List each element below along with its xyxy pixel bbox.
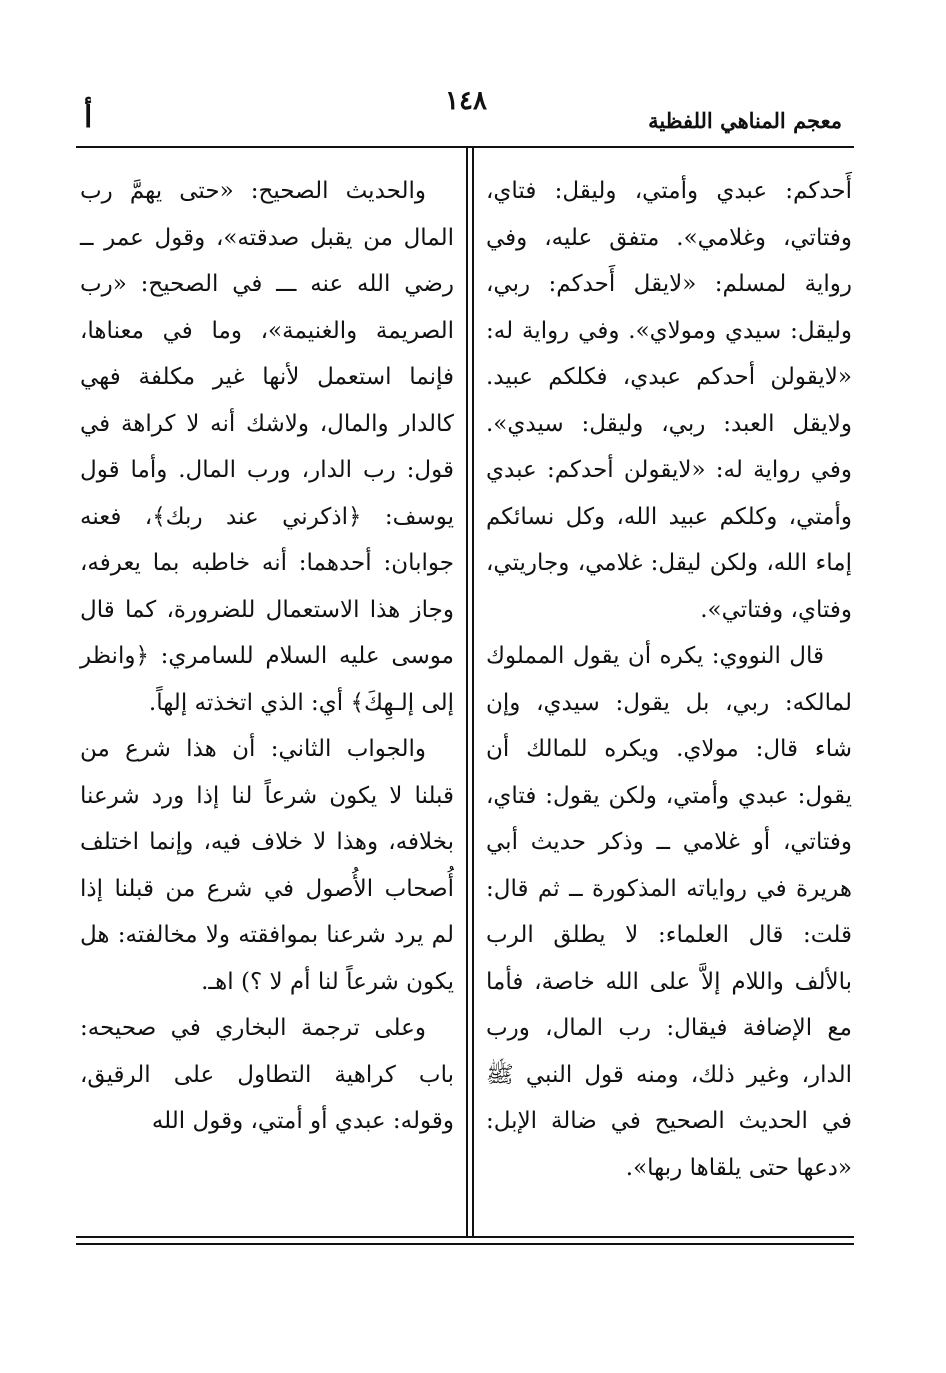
page-header	[78, 86, 854, 142]
left-text-column	[80, 168, 454, 1145]
footer-rule	[76, 1236, 854, 1238]
column-divider-line	[466, 148, 468, 1236]
page-number: ١٤٨	[445, 86, 487, 116]
right-text-column	[486, 168, 852, 1191]
paragraph: وعلى ترجمة البخاري في صحيحه: باب كراهية التطاول على الرقيق، وقوله: عبدي أو أمتي، وقول الله	[80, 1015, 454, 1134]
paragraph: قال النووي: يكره أن يقول المملوك لمالكه: ربي، بل يقول: سيدي، وإن شاء قال: مولاي. ويكره للمالك أن يقول: عبدي وأمتي، ولكن يقول: فتاي، وفتاتي، أو غلامي ــ وذكر حديث أبي هريرة في رواياته المذكورة ــ ثم قال: قلت: قال العلماء: لا يطلق الرب بالألف واللام إلاَّ على الله خاصة، فأما مع الإضافة فيقال: رب المال، ورب الدار، وغير ذلك، ومنه قول النبي ﷺ في الحديث الصحيح في ضالة الإبل: «دعها حتى يلقاها ربها».	[486, 643, 852, 1181]
header-rule	[76, 146, 854, 148]
signature-mark: أ	[84, 100, 93, 135]
paragraph: والجواب الثاني: أن هذا شرع من قبلنا لا يكون شرعاً لنا إذا ورد شرعنا بخلافه، وهذا لا خلاف فيه، وإنما اختلف أُصحاب الأُصول في شرع من قبلنا إذا لم يرد شرعنا بموافقته ولا مخالفته: هل يكون شرعاً لنا أم لا ؟) اهـ.	[80, 736, 454, 995]
paragraph: والحديث الصحيح: «حتى يهمَّ رب المال من يقبل صدقته»، وقول عمر ــ رضي الله عنه ـــ في الصحيح: «رب الصريمة والغنيمة»، وما في معناها، فإنما استعمل لأنها غير مكلفة فهي كالدار والمال، ولاشك أنه لا كراهة في قول: رب الدار، ورب المال. وأما قول يوسف: ﴿اذكرني عند ربك﴾، فعنه جوابان: أحدهما: أنه خاطبه بما يعرفه، وجاز هذا الاستعمال للضرورة، كما قال موسى عليه السلام للسامري: ﴿وانظر إلى إلـهِكَ﴾ أي: الذي اتخذته إلهاً.	[80, 178, 454, 716]
column-divider-line	[472, 148, 474, 1236]
footer-rule	[76, 1243, 854, 1245]
running-title: معجم المناهي اللفظية	[648, 108, 842, 133]
paragraph: أَحدكم: عبدي وأمتي، وليقل: فتاي، وفتاتي، وغلامي». متفق عليه، وفي رواية لمسلم: «لايقل أَحدكم: ربي، وليقل: سيدي ومولاي». وفي رواية له: «لايقولن أحدكم عبدي، فكلكم عبيد. ولايقل العبد: ربي، وليقل: سيدي». وفي رواية له: «لايقولن أحدكم: عبدي وأمتي، وكلكم عبيد الله، وكل نسائكم إماء الله، ولكن ليقل: غلامي، وجاريتي، وفتاي، وفتاتي».	[486, 178, 852, 623]
